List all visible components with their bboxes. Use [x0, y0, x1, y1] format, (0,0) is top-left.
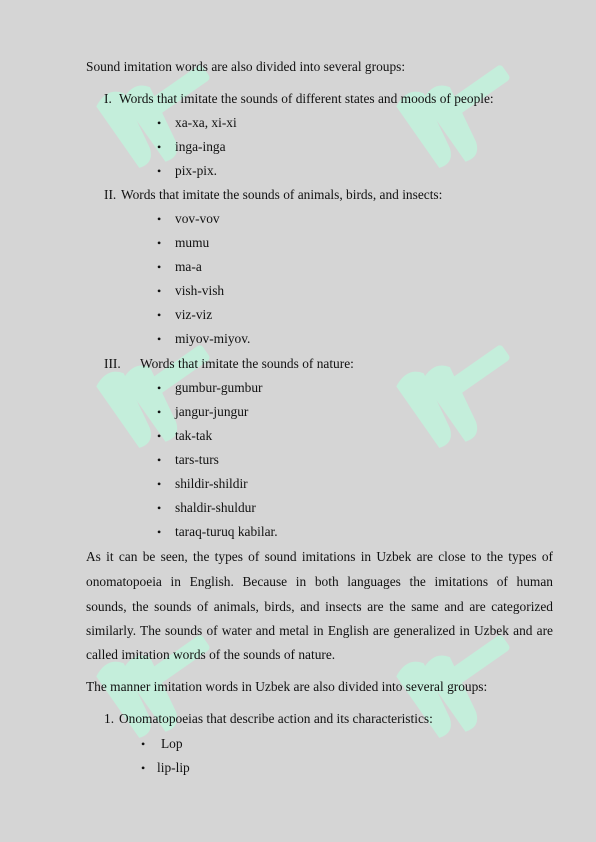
- group3-heading: Words that imitate the sounds of nature:: [140, 356, 354, 371]
- bullet-icon: •: [157, 116, 162, 130]
- paragraph-line: As it can be seen, the types of sound imitations in Uzbek are close to the types of: [86, 549, 553, 564]
- bullet-icon: •: [157, 501, 162, 515]
- group1-heading: Words that imitate the sounds of different states and moods of people:: [119, 91, 494, 106]
- group4-heading: Onomatopoeias that describe action and its characteristics:: [119, 711, 433, 726]
- paragraph-line: sounds, the sounds of animals, birds, and insects are the same and are categorized: [86, 599, 553, 614]
- list-item: vish-vish: [175, 283, 225, 298]
- list-item: viz-viz: [175, 307, 213, 322]
- group4-marker: 1.: [104, 711, 115, 726]
- list-item: gumbur-gumbur: [175, 380, 263, 395]
- bullet-icon: •: [157, 140, 162, 154]
- list-item: lip-lip: [157, 760, 190, 775]
- paragraph-line: called imitation words of the sounds of nature.: [86, 647, 336, 662]
- list-item: tak-tak: [175, 428, 213, 443]
- list-item: ma-a: [175, 259, 202, 274]
- list-item: shaldir-shuldur: [175, 500, 256, 515]
- bullet-icon: •: [157, 332, 162, 346]
- bullet-icon: •: [157, 525, 162, 539]
- list-item: xa-xa, xi-xi: [175, 115, 237, 130]
- bullet-icon: •: [157, 236, 162, 250]
- list-item: shildir-shildir: [175, 476, 248, 491]
- list-item: inga-inga: [175, 139, 226, 154]
- group2-marker: II.: [104, 187, 117, 202]
- list-item: taraq-turuq kabilar.: [175, 524, 278, 539]
- bullet-icon: •: [157, 453, 162, 467]
- watermark-logo: [380, 330, 510, 460]
- group1-marker: I.: [104, 91, 112, 106]
- list-item: jangur-jungur: [175, 404, 249, 419]
- group2-heading: Words that imitate the sounds of animals, birds, and insects:: [121, 187, 443, 202]
- bullet-icon: •: [157, 381, 162, 395]
- bullet-icon: •: [141, 737, 146, 751]
- bullet-icon: •: [157, 284, 162, 298]
- list-item: tars-turs: [175, 452, 219, 467]
- bullet-icon: •: [157, 429, 162, 443]
- paragraph-text: The manner imitation words in Uzbek are also divided into several groups:: [86, 679, 488, 694]
- list-item: vov-vov: [175, 211, 220, 226]
- list-item: mumu: [175, 235, 210, 250]
- group3-marker: III.: [104, 356, 121, 371]
- paragraph-line: similarly. The sounds of water and metal in English are generalized in Uzbek and are: [86, 623, 553, 638]
- bullet-icon: •: [157, 260, 162, 274]
- list-item: Lop: [161, 736, 183, 751]
- bullet-icon: •: [141, 761, 146, 775]
- bullet-icon: •: [157, 405, 162, 419]
- list-item: pix-pix.: [175, 163, 218, 178]
- bullet-icon: •: [157, 212, 162, 226]
- list-item: miyov-miyov.: [175, 331, 251, 346]
- bullet-icon: •: [157, 308, 162, 322]
- bullet-icon: •: [157, 164, 162, 178]
- intro-text: Sound imitation words are also divided into several groups:: [86, 59, 406, 74]
- bullet-icon: •: [157, 477, 162, 491]
- paragraph-line: onomatopoeia in English. Because in both languages the imitations of human: [86, 574, 553, 589]
